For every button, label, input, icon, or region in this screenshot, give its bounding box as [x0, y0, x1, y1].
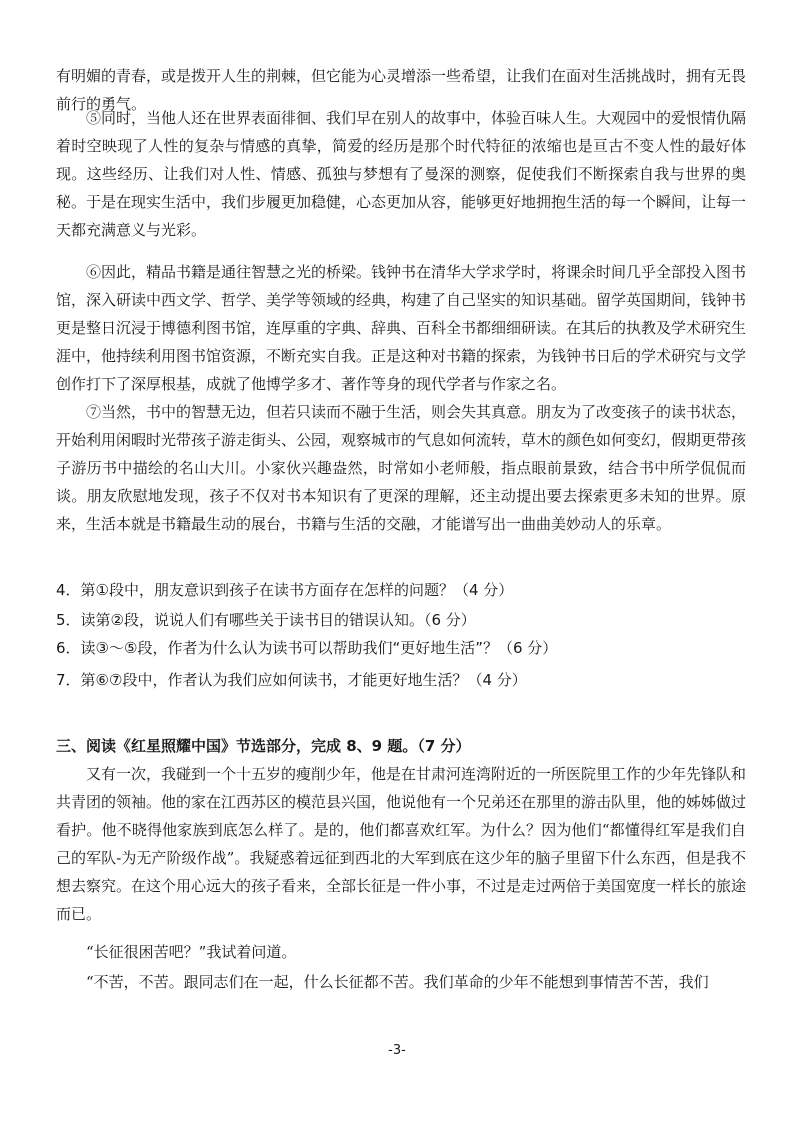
- question-6: 6．读③～⑤段，作者为什么认为读书可以帮助我们“更好地生活”？（6 分）: [56, 639, 558, 657]
- section-3-paragraph-1: 又有一次，我碰到一个十五岁的瘦削少年，他是在甘肃河连湾附近的一所医院里工作的少年先锋队和共青团的领袖。他的家在江西苏区的模范县兴国，他说他有一个兄弟还在那里的游击队里，他的姊姊做过看护。他不晓得他家族到底怎么样了。是的，他们都喜欢红军。为什么？因为他们“都懂得红军是我们自己的军队-为无产阶级作战”。我疑惑着远征到西北的大军到底在这少年的脑子里留下什么东西，但是我不想去察究。在这个用心远大的孩子看来，全部长征是一件小事，不过是走过两倍于美国宽度一样长的旅途而已。: [56, 765, 747, 923]
- section-3-heading: 三、阅读《红星照耀中国》节选部分，完成 8、9 题。（7 分）: [56, 737, 471, 755]
- paragraph-5: ⑤同时，当他人还在世界表面徘徊、我们早在别人的故事中，体验百味人生。大观园中的爱恨情仇隔着时空映现了人性的复杂与情感的真挚，简爱的经历是那个时代特征的浓缩也是亘古不变人性的最好体现。这些经历、让我们对人性、情感、孤独与梦想有了曼深的测察，促使我们不断探索自我与世界的奥秘。于是在现实生活中，我们步履更加稳健，心态更加从容，能够更好地拥抱生活的每一个瞬间，让每一天都充满意义与光彩。: [56, 109, 747, 239]
- paragraph-6: ⑥因此，精品书籍是通往智慧之光的桥梁。钱钟书在清华大学求学时，将课余时间几乎全部投入图书馆，深入研读中西文学、哲学、美学等领域的经典，构建了自己坚实的知识基础。留学英国期间，钱钟书更是整日沉浸于博德利图书馆，连厚重的字典、辞典、百科全书都细细研读。在其后的执教及学术研究生涯中，他持续利用图书馆资源，不断充实自我。正是这种对书籍的探索，为钱钟书日后的学术研究与文学创作打下了深厚根基，成就了他博学多才、著作等身的现代学者与作家之名。: [56, 263, 747, 393]
- question-7: 7．第⑥⑦段中，作者认为我们应如何读书，才能更好地生活？（4 分）: [56, 671, 527, 689]
- question-4: 4．第①段中，朋友意识到孩子在读书方面存在怎样的问题？（4 分）: [56, 581, 514, 599]
- section-3-paragraph-3: “不苦，不苦。跟同志们在一起，什么长征都不苦。我们革命的少年不能想到事情苦不苦，我们: [86, 973, 709, 991]
- paragraph-7: ⑦当然，书中的智慧无边，但若只读而不融于生活，则会失其真意。朋友为了改变孩子的读书状态，开始利用闲暇时光带孩子游走街头、公园，观察城市的气息如何流转，草木的颜色如何变幻，假期更带孩子游历书中描绘的名山大川。小家伙兴趣盎然，时常如小老师般，指点眼前景致，结合书中所学侃侃而谈。朋友欣慰地发现，孩子不仅对书本知识有了更深的理解，还主动提出要去探索更多未知的世界。原来，生活本就是书籍最生动的展台，书籍与生活的交融，才能谱写出一曲曲美妙动人的乐章。: [56, 403, 747, 533]
- question-5: 5．读第②段，说说人们有哪些关于读书目的错误认知。（6 分）: [56, 611, 476, 629]
- page-number: -3-: [388, 1043, 406, 1058]
- paragraph-continued: 有明媚的青春，或是拨开人生的荆棘，但它能为心灵增添一些希望，让我们在面对生活挑战时，拥有无畏前行的勇气。: [56, 67, 747, 113]
- section-3-paragraph-2: “长征很困苦吧？”我试着问道。: [86, 943, 297, 961]
